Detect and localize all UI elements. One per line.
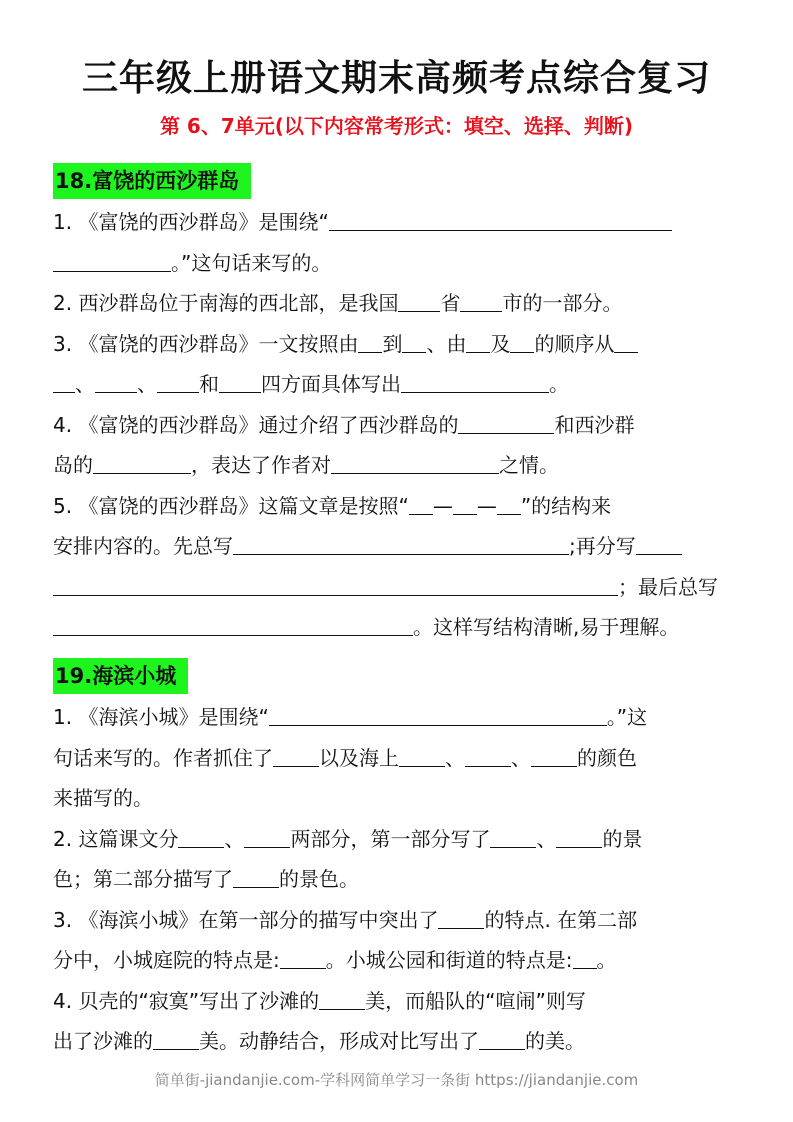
line: 2. 西沙群岛位于南海的西北部，是我国 省 市的一部分。 [53,291,623,315]
fill-blank[interactable] [233,534,569,555]
fill-blank[interactable] [219,372,261,393]
line: 。这样写结构清晰,易于理解。 [53,607,743,648]
fill-blank[interactable] [497,494,521,515]
fill-blank[interactable] [458,413,554,434]
line: 4. 贝壳的“寂寞”写出了沙滩的 美，而船队的“喧闹”则写 [53,988,586,1013]
fill-blank[interactable] [269,705,607,726]
line: 色；第二部分描写了 的景色。 [53,867,359,891]
line: 2. 这篇课文分 、 两部分，第一部分写了 、 的景 [53,826,643,851]
fill-blank[interactable] [157,372,199,393]
fill-blank[interactable] [53,575,618,596]
fill-blank[interactable] [399,746,445,767]
line: 安排内容的。先总写 ;再分写 [53,526,743,567]
fill-blank[interactable] [153,1029,199,1050]
fill-blank[interactable] [233,867,279,888]
fill-blank[interactable] [280,948,326,969]
fill-blank[interactable] [466,332,490,353]
line: 1. 《富饶的西沙群岛》是围绕“ [53,202,743,243]
fill-blank[interactable] [409,494,433,515]
fill-blank[interactable] [53,251,171,272]
line: 出了沙滩的 美。动静结合，形成对比写出了 的美。 [53,1029,585,1053]
fill-blank[interactable] [438,908,484,929]
fill-blank[interactable] [510,332,534,353]
fill-blank[interactable] [53,615,413,636]
line: 岛的 ，表达了作者对 之情。 [53,453,559,477]
fill-blank[interactable] [273,746,319,767]
fill-blank[interactable] [490,827,536,848]
line: 3. 《海滨小城》在第一部分的描写中突出了 的特点. 在第二部 [53,907,638,932]
fill-blank[interactable] [401,372,549,393]
fill-blank[interactable] [556,827,602,848]
subtitle: 第 6、7单元(以下内容常考形式：填空、选择、判断) [159,114,634,138]
fill-blank[interactable] [319,989,365,1010]
question-block-19 [53,697,743,1062]
line: 来描写的。 [53,786,153,810]
page-title: 三年级上册语文期末高频考点综合复习 [81,58,711,99]
fill-blank[interactable] [479,1029,525,1050]
line: ；最后总写 [53,567,743,608]
fill-blank[interactable] [465,746,511,767]
fill-blank[interactable] [93,453,191,474]
line: 3. 《富饶的西沙群岛》一文按照由 到 、由 及 的顺序从 [53,324,743,365]
fill-blank[interactable] [329,210,672,231]
line: 、 、 和 四方面具体写出 。 [53,364,743,405]
fill-blank[interactable] [573,948,597,969]
fill-blank[interactable] [402,332,426,353]
fill-blank[interactable] [636,534,682,555]
line: 1. 《海滨小城》是围绕“ 。”这 [53,705,648,729]
fill-blank[interactable] [453,494,477,515]
question-block-18 [53,202,743,648]
line: 分中，小城庭院的特点是: 。小城公园和街道的特点是: 。 [53,948,617,972]
fill-blank[interactable] [358,332,382,353]
fill-blank[interactable] [244,827,290,848]
fill-blank[interactable] [398,291,440,312]
fill-blank[interactable] [531,746,577,767]
fill-blank[interactable] [178,827,224,848]
fill-blank[interactable] [331,453,499,474]
line: 5. 《富饶的西沙群岛》这篇文章是按照“ — — ”的结构来 [53,493,612,518]
line: 4. 《富饶的西沙群岛》通过介绍了西沙群岛的 和西沙群 [53,412,635,437]
fill-blank[interactable] [53,372,75,393]
fill-blank[interactable] [614,332,638,353]
line: 句话来写的。作者抓住了 以及海上 、 、 的颜色 [53,745,637,770]
fill-blank[interactable] [460,291,502,312]
section-header-18: 18.富饶的西沙群岛 [53,163,251,199]
line: 。”这句话来写的。 [53,243,743,284]
footer-watermark: 简单街-jiandanjie.com-学科网简单学习一条街 https://jiandanjie.com [154,1071,639,1089]
section-header-19: 19.海滨小城 [53,658,188,694]
fill-blank[interactable] [95,372,137,393]
